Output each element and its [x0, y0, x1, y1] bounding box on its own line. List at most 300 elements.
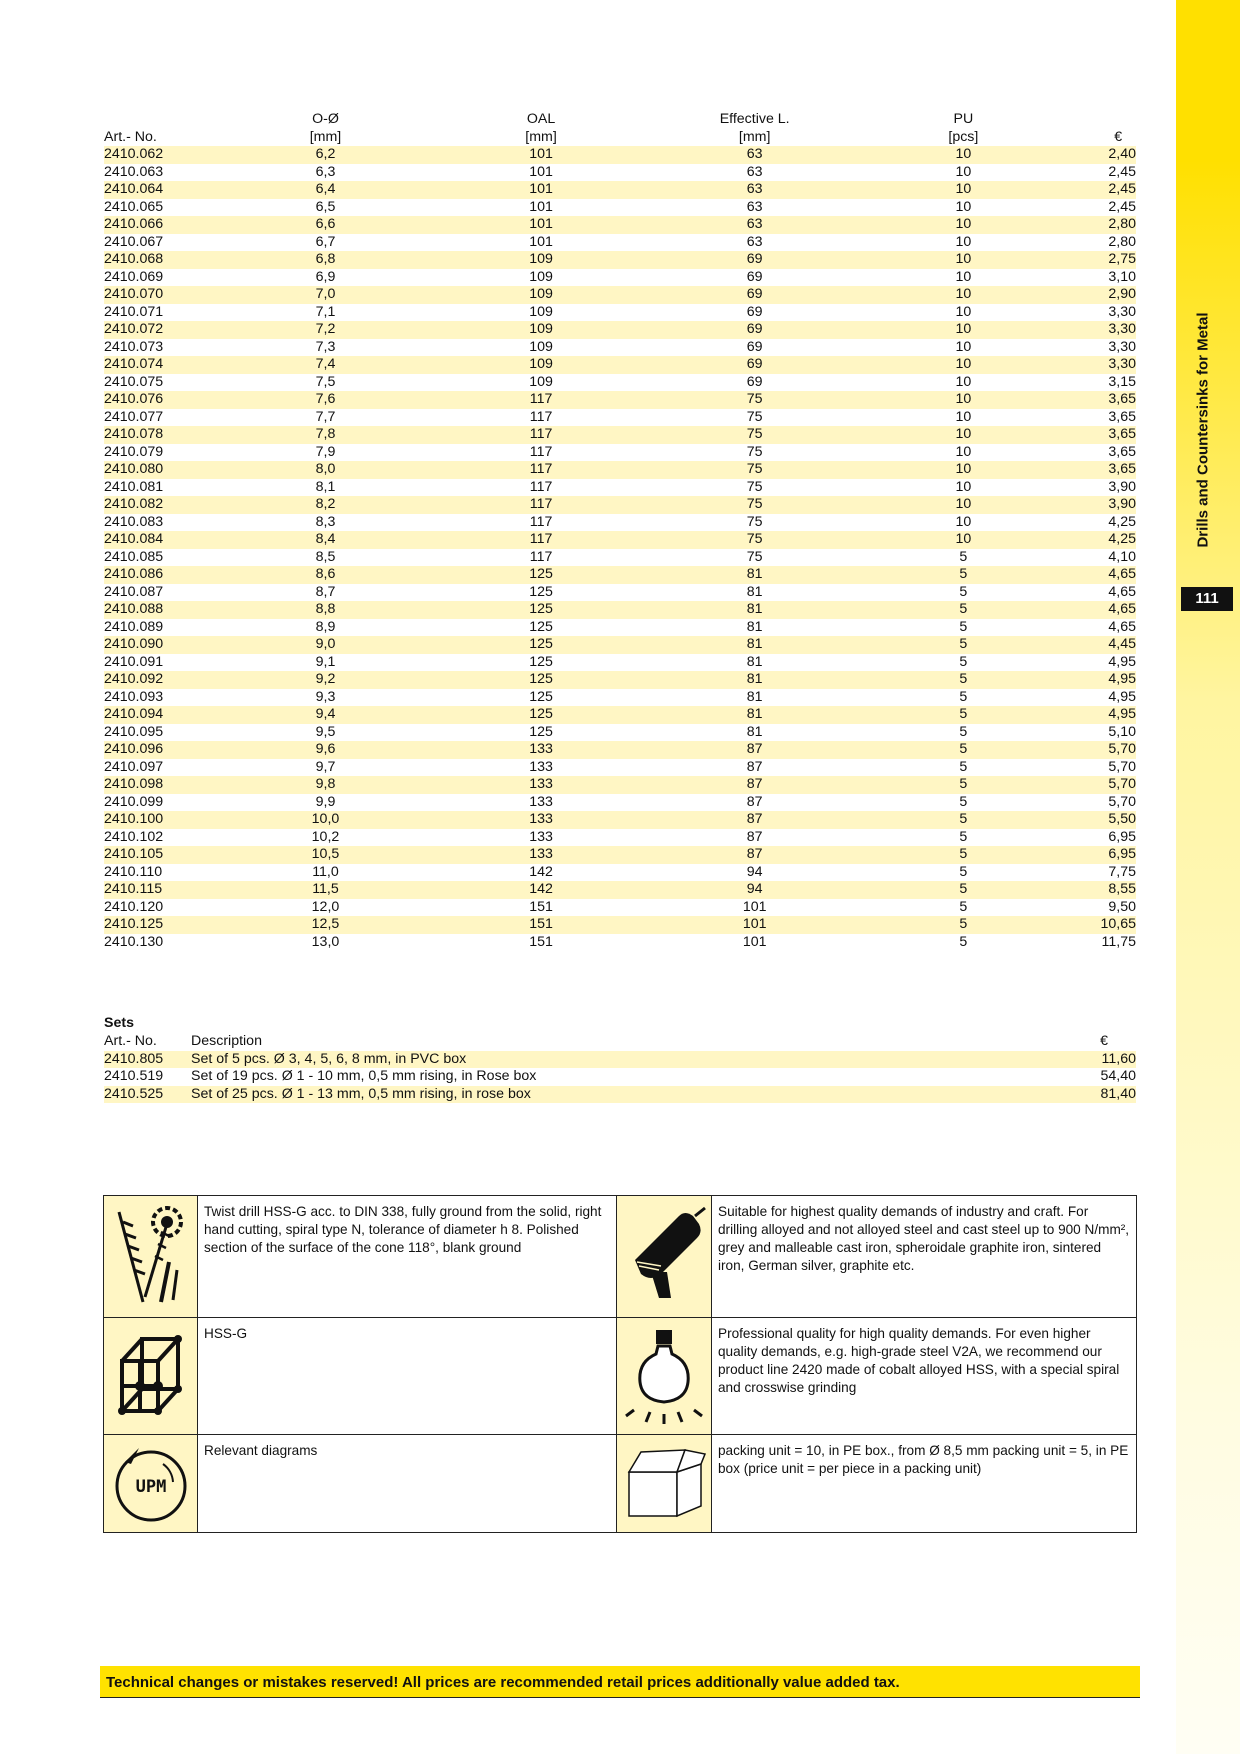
sidebar-band	[1176, 0, 1240, 1754]
table-cell: 81	[746, 688, 763, 705]
table-cell: 2410.099	[104, 793, 164, 810]
table-cell: 87	[746, 758, 763, 775]
table-cell: 10	[955, 408, 972, 425]
upm-label: UPM	[135, 1476, 166, 1497]
table-cell: 63	[683, 216, 826, 234]
table-cell: 2410.130	[104, 933, 164, 950]
info-box	[103, 1195, 1137, 1533]
table-cell: 133	[529, 793, 553, 810]
table-cell: 63	[746, 198, 763, 215]
table-row	[104, 899, 1136, 917]
table-cell: 2,75	[1100, 251, 1136, 269]
table-cell: 125	[399, 671, 683, 689]
table-cell: 117	[399, 426, 683, 444]
table-cell: 2,90	[1100, 286, 1136, 304]
table-cell: 142	[529, 863, 553, 880]
table-cell: 125	[399, 601, 683, 619]
sets-cell: 81,40	[1028, 1086, 1136, 1104]
table-cell: 9,4	[252, 706, 399, 724]
diagrams-text: Relevant diagrams	[198, 1435, 617, 1532]
table-cell: 8,55	[1100, 881, 1136, 899]
table-cell: 6,95	[1100, 846, 1136, 864]
quality-text: Professional quality for high quality demands. For even higher quality demands, e.g. high-grade steel V2A, we recommend our product line 2420 made of cobalt alloyed HSS, with a special spiral and crosswise grinding	[712, 1318, 1136, 1435]
table-cell: 6,7	[315, 233, 336, 250]
table-cell: 8,4	[252, 531, 399, 549]
table-cell: 2410.110	[104, 863, 163, 880]
table-cell: 5	[959, 653, 968, 670]
table-cell: 87	[683, 776, 826, 794]
table-cell: 5	[959, 758, 968, 775]
table-cell: 101	[529, 198, 553, 215]
table-cell: 101	[742, 933, 767, 950]
table-cell: 133	[399, 846, 683, 864]
upm-icon-cell	[104, 1435, 198, 1532]
table-row	[104, 181, 1136, 199]
table-cell: 10	[955, 478, 972, 495]
table-cell: 5	[959, 828, 968, 845]
header-art-no-top	[104, 110, 252, 128]
table-cell: 10,0	[252, 811, 399, 829]
table-cell: 2410.091	[104, 653, 164, 670]
table-cell: 2,80	[1100, 216, 1136, 234]
table-row	[104, 199, 1136, 217]
table-cell: 7,5	[315, 373, 336, 390]
table-cell: 5	[959, 583, 968, 600]
table-cell: 133	[399, 776, 683, 794]
table-cell: 2410.071	[104, 303, 164, 320]
table-cell: 7,3	[315, 338, 336, 355]
table-cell: 117	[529, 513, 553, 530]
table-row	[104, 479, 1136, 497]
description-text: Twist drill HSS-G acc. to DIN 338, fully ground from the solid, right hand cutting, spiral type N, tolerance of diameter h 8. Polished section of the surface of the cone 118°, blank ground	[198, 1196, 617, 1318]
table-cell: 3,65	[1100, 391, 1136, 409]
table-cell: 5	[959, 618, 968, 635]
table-cell: 5	[826, 636, 1100, 654]
sets-cell: Set of 5 pcs. Ø 3, 4, 5, 6, 8 mm, in PVC box	[191, 1051, 1028, 1069]
table-cell: 151	[399, 916, 683, 934]
table-cell: 2410.125	[104, 916, 252, 934]
sets-row	[104, 1068, 1136, 1086]
table-cell: 2410.090	[104, 636, 252, 654]
table-cell: 2410.084	[104, 531, 252, 549]
table-cell: 75	[683, 496, 826, 514]
table-cell: 2410.072	[104, 321, 252, 339]
table-cell: 2410.086	[104, 566, 252, 584]
table-cell: 2410.074	[104, 356, 252, 374]
table-cell: 3,65	[1100, 426, 1136, 444]
header-art-no: Art.- No.	[104, 129, 157, 145]
header-oal: OAL	[526, 111, 556, 127]
table-row	[104, 146, 1136, 164]
table-cell: 4,25	[1108, 513, 1136, 530]
table-cell: 125	[399, 706, 683, 724]
sets-cell: 54,40	[1100, 1068, 1136, 1084]
table-cell: 7,9	[315, 443, 336, 460]
table-cell: 81	[683, 566, 826, 584]
table-row	[104, 636, 1136, 654]
table-cell: 9,6	[252, 741, 399, 759]
table-cell: 2,45	[1108, 163, 1136, 180]
table-row	[104, 409, 1136, 427]
table-cell: 5	[826, 706, 1100, 724]
table-cell: 69	[683, 286, 826, 304]
table-cell: 10	[826, 146, 1100, 164]
table-cell: 9,3	[315, 688, 336, 705]
table-cell: 6,3	[315, 163, 336, 180]
table-cell: 133	[529, 758, 553, 775]
table-cell: 94	[746, 863, 763, 880]
table-row	[104, 584, 1136, 602]
table-cell: 4,65	[1108, 618, 1136, 635]
table-cell: 4,95	[1100, 671, 1136, 689]
header-effective-length: Effective L.	[719, 111, 790, 127]
product-table	[104, 110, 1136, 951]
table-cell: 117	[529, 443, 553, 460]
table-cell: 3,15	[1108, 373, 1136, 390]
table-cell: 9,9	[315, 793, 336, 810]
table-cell: 2410.062	[104, 146, 252, 164]
table-row	[104, 916, 1136, 934]
table-cell: 2410.105	[104, 846, 252, 864]
table-cell: 9,0	[252, 636, 399, 654]
table-cell: 125	[399, 566, 683, 584]
table-row	[104, 286, 1136, 304]
crystal-lattice-icon	[116, 1331, 186, 1421]
table-cell: 5,70	[1108, 758, 1136, 775]
table-cell: 63	[683, 146, 826, 164]
table-cell: 2410.115	[104, 881, 252, 899]
table-cell: 151	[529, 933, 553, 950]
table-cell: 10	[955, 268, 972, 285]
table-cell: 6,8	[252, 251, 399, 269]
table-row	[104, 776, 1136, 794]
table-cell: 5	[959, 688, 968, 705]
table-row	[104, 321, 1136, 339]
table-cell: 4,95	[1108, 653, 1136, 670]
table-cell: 133	[399, 811, 683, 829]
table-cell: 8,0	[252, 461, 399, 479]
table-cell: 10	[826, 426, 1100, 444]
table-cell: 13,0	[311, 933, 340, 950]
table-row	[104, 724, 1136, 742]
table-cell: 101	[399, 216, 683, 234]
sets-row	[104, 1086, 1136, 1104]
table-cell: 9,7	[315, 758, 336, 775]
table-row	[104, 706, 1136, 724]
light-bulb-icon	[624, 1326, 704, 1426]
table-cell: 2410.102	[104, 828, 164, 845]
header-diameter: O-Ø	[312, 111, 339, 127]
sets-cell: 2410.805	[104, 1051, 191, 1069]
table-cell: 8,9	[315, 618, 336, 635]
table-cell: 9,50	[1108, 898, 1136, 915]
table-cell: 81	[683, 601, 826, 619]
table-cell: 69	[683, 321, 826, 339]
table-row	[104, 829, 1136, 847]
table-cell: 12,5	[252, 916, 399, 934]
material-icon-cell	[104, 1318, 198, 1435]
table-cell: 8,2	[252, 496, 399, 514]
table-cell: 6,95	[1108, 828, 1136, 845]
table-cell: 7,1	[315, 303, 336, 320]
table-row	[104, 216, 1136, 234]
table-cell: 2410.082	[104, 496, 252, 514]
table-cell: 101	[683, 916, 826, 934]
table-row	[104, 689, 1136, 707]
table-header-row-2	[104, 128, 1136, 146]
table-cell: 2410.089	[104, 618, 164, 635]
table-cell: 5,70	[1100, 741, 1136, 759]
table-cell: 125	[529, 653, 553, 670]
table-cell: 2410.094	[104, 706, 252, 724]
table-cell: 69	[746, 373, 763, 390]
table-row	[104, 356, 1136, 374]
table-cell: 2410.068	[104, 251, 252, 269]
table-cell: 2,80	[1108, 233, 1136, 250]
table-cell: 2410.070	[104, 286, 252, 304]
table-cell: 5	[826, 671, 1100, 689]
table-cell: 9,1	[315, 653, 336, 670]
table-cell: 81	[746, 583, 763, 600]
table-cell: 7,0	[252, 286, 399, 304]
table-cell: 3,65	[1100, 461, 1136, 479]
table-cell: 10	[826, 356, 1100, 374]
table-cell: 2410.095	[104, 723, 164, 740]
table-cell: 7,8	[252, 426, 399, 444]
table-cell: 2410.065	[104, 198, 164, 215]
table-cell: 75	[746, 548, 763, 565]
table-row	[104, 269, 1136, 287]
table-cell: 117	[399, 496, 683, 514]
table-cell: 81	[683, 671, 826, 689]
table-cell: 4,45	[1100, 636, 1136, 654]
table-cell: 4,95	[1100, 706, 1136, 724]
table-cell: 5,70	[1108, 793, 1136, 810]
table-cell: 81	[746, 653, 763, 670]
table-cell: 3,30	[1108, 338, 1136, 355]
sets-cell: Set of 19 pcs. Ø 1 - 10 mm, 0,5 mm rising, in Rose box	[191, 1068, 537, 1084]
table-cell: 6,5	[315, 198, 336, 215]
table-cell: 63	[746, 163, 763, 180]
table-cell: 2410.064	[104, 181, 252, 199]
table-cell: 2410.073	[104, 338, 164, 355]
table-cell: 7,75	[1108, 863, 1136, 880]
table-cell: 117	[399, 461, 683, 479]
sets-title: Sets	[104, 1015, 134, 1031]
table-cell: 5	[959, 548, 968, 565]
table-row	[104, 514, 1136, 532]
table-cell: 11,5	[252, 881, 399, 899]
page-number: 111	[1181, 587, 1233, 611]
table-cell: 69	[683, 356, 826, 374]
table-cell: 10	[955, 198, 972, 215]
table-row	[104, 426, 1136, 444]
table-cell: 101	[399, 146, 683, 164]
table-row	[104, 671, 1136, 689]
table-cell: 10	[955, 233, 972, 250]
table-cell: 75	[746, 443, 763, 460]
application-text: Suitable for highest quality demands of industry and craft. For drilling alloyed and not alloyed steel and cast steel up to 900 N/mm², grey and malleable cast iron, spheroidale graphite iron, sintered iron, German silver, graphite etc.	[712, 1196, 1136, 1318]
table-cell: 8,1	[315, 478, 336, 495]
rpm-rotation-icon	[109, 1442, 193, 1526]
table-cell: 10	[826, 321, 1100, 339]
table-cell: 2410.100	[104, 811, 252, 829]
table-cell: 125	[529, 723, 553, 740]
table-row	[104, 759, 1136, 777]
table-cell: 5	[826, 916, 1100, 934]
header-price-top	[1100, 110, 1136, 128]
table-cell: 2410.075	[104, 373, 164, 390]
power-drill-icon	[621, 1202, 707, 1312]
table-cell: 10,65	[1100, 916, 1136, 932]
table-cell: 3,65	[1108, 443, 1136, 460]
sets-cell: 2410.519	[104, 1068, 164, 1084]
table-cell: 4,25	[1100, 531, 1136, 549]
table-cell: 109	[399, 321, 683, 339]
table-cell: 10	[826, 251, 1100, 269]
table-cell: 10	[955, 373, 972, 390]
table-cell: 6,9	[315, 268, 336, 285]
table-cell: 10	[955, 163, 972, 180]
table-cell: 142	[399, 881, 683, 899]
table-cell: 133	[399, 741, 683, 759]
table-row	[104, 811, 1136, 829]
table-cell: 6,4	[252, 181, 399, 199]
table-cell: 8,5	[315, 548, 336, 565]
table-cell: 117	[529, 478, 553, 495]
sets-header-price: €	[1100, 1033, 1108, 1049]
table-cell: 81	[746, 618, 763, 635]
table-cell: 6,6	[252, 216, 399, 234]
table-cell: 5	[826, 881, 1100, 899]
table-cell: 63	[683, 181, 826, 199]
table-cell: 3,90	[1108, 478, 1136, 495]
table-row	[104, 881, 1136, 899]
table-cell: 81	[683, 706, 826, 724]
table-cell: 125	[529, 618, 553, 635]
table-cell: 2410.092	[104, 671, 252, 689]
table-cell: 11,0	[312, 863, 339, 880]
table-row	[104, 601, 1136, 619]
table-cell: 69	[746, 268, 763, 285]
table-cell: 10	[826, 181, 1100, 199]
table-row	[104, 566, 1136, 584]
table-row	[104, 461, 1136, 479]
table-cell: 10	[826, 531, 1100, 549]
table-row	[104, 234, 1136, 252]
table-row	[104, 444, 1136, 462]
table-cell: 2410.078	[104, 426, 252, 444]
table-cell: 75	[683, 461, 826, 479]
table-cell: 5	[959, 863, 968, 880]
table-cell: 4,65	[1108, 583, 1136, 600]
table-cell: 5,70	[1100, 776, 1136, 794]
header-price: €	[1114, 129, 1123, 145]
table-row	[104, 619, 1136, 637]
table-cell: 10,2	[311, 828, 340, 845]
table-cell: 5	[826, 601, 1100, 619]
table-cell: 2410.063	[104, 163, 164, 180]
table-cell: 5	[959, 723, 968, 740]
table-row	[104, 164, 1136, 182]
table-cell: 10	[955, 303, 972, 320]
table-cell: 5	[959, 898, 968, 915]
table-cell: 2410.087	[104, 583, 164, 600]
sets-row	[104, 1051, 1136, 1069]
table-row	[104, 374, 1136, 392]
table-cell: 10	[826, 216, 1100, 234]
table-cell: 2410.097	[104, 758, 164, 775]
table-cell: 75	[683, 531, 826, 549]
table-cell: 117	[399, 531, 683, 549]
table-row	[104, 654, 1136, 672]
table-cell: 2,40	[1100, 146, 1136, 164]
table-cell: 75	[683, 426, 826, 444]
table-cell: 7,4	[252, 356, 399, 374]
table-cell: 2410.069	[104, 268, 164, 285]
table-cell: 117	[399, 391, 683, 409]
header-effective-length-unit: [mm]	[738, 129, 771, 145]
table-cell: 9,5	[315, 723, 336, 740]
table-cell: 10,5	[252, 846, 399, 864]
table-cell: 10	[826, 391, 1100, 409]
table-cell: 75	[746, 408, 763, 425]
packing-icon-cell	[617, 1435, 712, 1532]
table-cell: 3,90	[1100, 496, 1136, 514]
table-cell: 125	[529, 688, 553, 705]
table-cell: 133	[529, 828, 553, 845]
header-diameter-unit: [mm]	[309, 129, 342, 145]
table-cell: 109	[529, 338, 553, 355]
table-cell: 109	[529, 268, 553, 285]
header-pu: PU	[953, 111, 974, 127]
table-cell: 109	[399, 251, 683, 269]
table-cell: 5	[826, 566, 1100, 584]
table-cell: 8,7	[315, 583, 336, 600]
table-header-row-1	[104, 110, 1136, 128]
table-cell: 101	[399, 181, 683, 199]
table-cell: 2410.077	[104, 408, 164, 425]
table-cell: 2410.120	[104, 898, 164, 915]
table-cell: 3,30	[1108, 303, 1136, 320]
table-cell: 7,2	[252, 321, 399, 339]
table-cell: 9,2	[252, 671, 399, 689]
table-cell: 94	[683, 881, 826, 899]
sets-cell: 2410.525	[104, 1086, 191, 1104]
table-cell: 3,30	[1100, 356, 1136, 374]
header-pu-unit: [pcs]	[948, 129, 979, 145]
table-cell: 10	[955, 338, 972, 355]
sets-table	[104, 1033, 1136, 1103]
table-cell: 2410.083	[104, 513, 164, 530]
table-cell: 8,6	[252, 566, 399, 584]
table-row	[104, 531, 1136, 549]
sets-cell: Set of 25 pcs. Ø 1 - 13 mm, 0,5 mm rising, in rose box	[191, 1086, 1028, 1104]
table-cell: 5	[826, 811, 1100, 829]
table-cell: 9,8	[252, 776, 399, 794]
table-cell: 6,2	[252, 146, 399, 164]
table-row	[104, 391, 1136, 409]
table-row	[104, 304, 1136, 322]
table-cell: 2,45	[1100, 181, 1136, 199]
table-cell: 125	[399, 636, 683, 654]
drill-icon-cell	[104, 1196, 198, 1318]
table-cell: 117	[529, 408, 553, 425]
table-cell: 5,10	[1108, 723, 1136, 740]
table-cell: 2410.076	[104, 391, 252, 409]
table-cell: 75	[746, 513, 763, 530]
table-cell: 7,7	[315, 408, 336, 425]
